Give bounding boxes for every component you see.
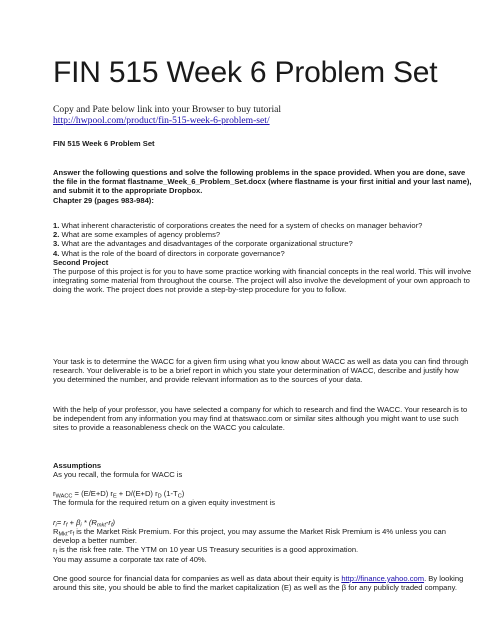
formula-part: )	[181, 489, 185, 498]
formula-part: * (R	[81, 518, 97, 527]
question-item	[53, 221, 473, 230]
formula-sub: mkt	[96, 522, 106, 529]
question-text: What inherent characteristic of corporations creates the need for a system of checks on manager behavior?	[59, 221, 423, 230]
formula-part: )	[112, 518, 116, 527]
question-text: What are the advantages and disadvantages of the corporate organizational structure?	[59, 239, 353, 249]
task-paragraph: Your task is to determine the WACC for a given firm using what you know about WACC as well as data you can find through research. Your deliverable is to be a brief report in which you state your determination of WACC, describe and justify how you determined the number, and provide relevant information as to the sources of your data.	[53, 357, 469, 385]
formula-note: The formula for the required return on a given equity investment is	[53, 498, 276, 507]
question-item	[53, 249, 473, 258]
formula-sub: f	[65, 522, 68, 529]
formula-part: -r	[67, 527, 73, 536]
instructions-text: Answer the following questions and solve the following problems in the space provided. When you are done, save the file in the format flastname_Week_6_Problem_Set.docx (where flastname is your first initial and your last name), and submit it to the appropriate Dropbox.	[53, 168, 472, 196]
formula-sub: C	[177, 493, 182, 500]
questions-list	[53, 221, 473, 295]
help-paragraph: With the help of your professor, you have selected a company for which to research and find the WACC. Your research is to be independent from any information you may find at thatswacc.com or similar sites although you might want to use such sites to provide a reasonableness check on the WACC you calculate.	[53, 405, 468, 433]
formula-part: R	[53, 527, 59, 536]
tutorial-link[interactable]: http://hwpool.com/product/fin-515-week-6-problem-set/	[53, 115, 270, 126]
tax-rate-line: You may assume a corporate tax rate of 40%.	[53, 554, 207, 564]
assumptions-heading: Assumptions	[53, 461, 102, 470]
copy-instruction: Copy and Pate below link into your Browser to buy tutorial	[53, 104, 282, 115]
question-number: 1.	[53, 221, 60, 230]
document-title: FIN 515 Week 6 Problem Set	[53, 56, 438, 89]
source-text: One good source for financial data for companies as well as data about their equity is	[53, 574, 342, 583]
instructions	[53, 168, 473, 205]
formula-sub: f	[72, 531, 75, 538]
source-text: . By looking around this site, you should be able to find the market capitalization (E) as well as the β for any publicly traded company.	[53, 574, 464, 593]
recall-text: As you recall, the formula for WACC is	[53, 470, 183, 479]
market-risk-premium-line	[53, 527, 473, 545]
finance-yahoo-link[interactable]: http://finance.yahoo.com	[341, 574, 425, 583]
line-text: is the Market Risk Premium. For this project, you may assume the Market Risk Premium is 4% unless you can develop a better number.	[53, 527, 446, 546]
formula-part: (1-T	[161, 489, 178, 498]
formula-part: r	[53, 545, 56, 555]
risk-free-line	[53, 545, 473, 554]
formula-part: = r	[56, 518, 66, 527]
formula-part: + D/(E+D) r	[116, 489, 158, 498]
formula-sub: i	[55, 522, 57, 529]
formula-part: = (E/E+D) r	[72, 489, 113, 498]
question-text: What is the role of the board of directors in corporate governance?	[59, 248, 285, 258]
question-number: 4.	[53, 248, 60, 258]
formula-sub: E	[112, 493, 117, 500]
subtitle: FIN 515 Week 6 Problem Set	[53, 139, 155, 148]
chapter-heading: Chapter 29 (pages 983-984):	[53, 195, 154, 205]
formula-sub: i	[80, 522, 82, 529]
capm-formula	[53, 518, 473, 527]
formula-part: -r	[105, 518, 111, 527]
question-number: 2.	[53, 230, 60, 240]
formula-part: + β	[67, 518, 81, 527]
formula-part: r	[53, 489, 56, 498]
question-item	[53, 239, 473, 248]
purpose-paragraph: The purpose of this project is for you to have some practice working with financial concepts in the real world. This will involve integrating some material from throughout the course. The project will also involve the development of your own approach to doing the work. The project does not provide a step-by-step procedure for you to follow.	[53, 267, 472, 295]
formula-sub: f	[110, 522, 113, 529]
formula-sub: D	[157, 493, 162, 500]
source-paragraph	[53, 574, 473, 592]
wacc-formula	[53, 489, 473, 498]
assumption-lines	[53, 527, 473, 564]
question-text: What are some examples of agency problems?	[59, 230, 221, 240]
question-number: 3.	[53, 239, 60, 249]
question-item	[53, 230, 473, 239]
formula-part: r	[53, 518, 56, 527]
formula-sub: Mkt	[58, 531, 68, 538]
line-text: is the risk free rate. The YTM on 10 year US Treasury securities is a good approximation.	[57, 545, 359, 555]
formula-sub: f	[55, 549, 58, 556]
formula-sub: WACC	[55, 493, 73, 500]
second-project-heading: Second Project	[53, 257, 109, 267]
